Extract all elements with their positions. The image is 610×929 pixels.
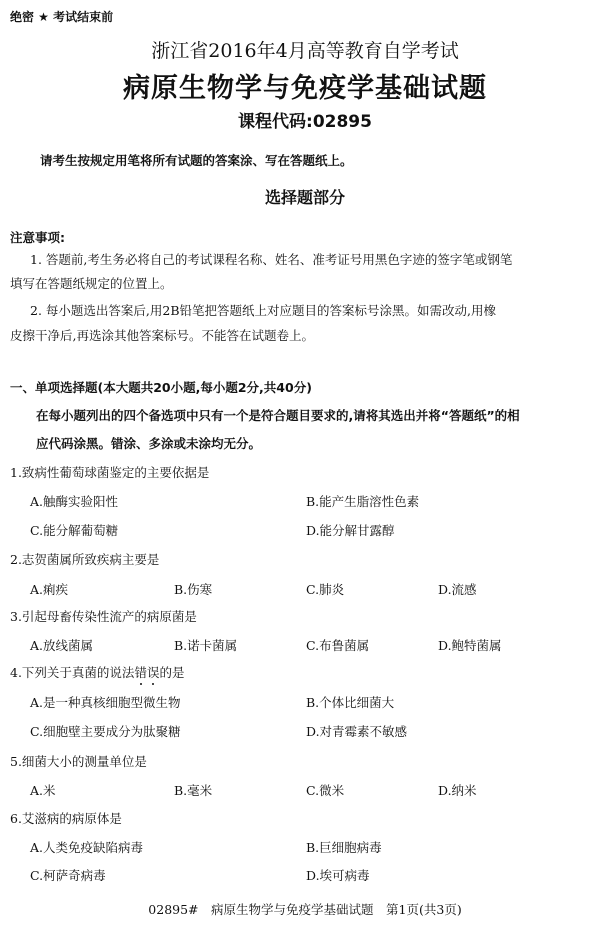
part1-desc-line-2: 应代码涂黑。错涂、多涂或未涂均无分。 xyxy=(36,436,262,451)
note-item-1-line-2: 填写在答题纸规定的位置上。 xyxy=(10,276,173,291)
question-2-option-d: D.流感 xyxy=(438,582,477,597)
part1-desc-line-1: 在每小题列出的四个备选项中只有一个是符合题目要求的,请将其选出并将“答题纸”的相 xyxy=(36,408,520,423)
emphasis-dot-char: 误 xyxy=(146,665,160,680)
question-6-option-c: C.柯萨奇病毒 xyxy=(30,868,106,883)
question-4-option-a: A.是一种真核细胞型微生物 xyxy=(30,695,181,710)
question-2-option-a: A.痢疾 xyxy=(30,582,69,597)
question-3-option-b: B.诺卡菌属 xyxy=(174,638,238,653)
question-6-option-d: D.埃可病毒 xyxy=(306,868,370,883)
question-1-option-a: A.触酶实验阳性 xyxy=(30,494,119,509)
question-4-stem xyxy=(10,663,184,681)
question-4-stem-post: 的是 xyxy=(159,665,185,680)
question-2-stem: 2.志贺菌属所致疾病主要是 xyxy=(10,552,160,567)
question-4-option-d: D.对青霉素不敏感 xyxy=(306,724,408,739)
question-6-stem: 6.艾滋病的病原体是 xyxy=(10,811,122,826)
question-5-option-a: A.米 xyxy=(30,783,56,798)
question-3-option-d: D.鲍特菌属 xyxy=(438,638,502,653)
question-4-stem-pre: 4.下列关于真菌的说法 xyxy=(10,665,135,680)
confidential-note: 绝密 ★ 考试结束前 xyxy=(10,10,114,24)
note-item-2-line-1: 2. 每小题选出答案后,用2B铅笔把答题纸上对应题目的答案标号涂黑。如需改动,用橡 xyxy=(30,303,496,318)
question-5-option-b: B.毫米 xyxy=(174,783,213,798)
section-title: 选择题部分 xyxy=(264,188,345,207)
question-3-stem: 3.引起母畜传染性流产的病原菌是 xyxy=(10,609,197,624)
note-item-2-line-2: 皮擦干净后,再选涂其他答案标号。不能答在试题卷上。 xyxy=(10,328,314,343)
question-5-stem: 5.细菌大小的测量单位是 xyxy=(10,754,147,769)
question-3-option-a: A.放线菌属 xyxy=(30,638,94,653)
notes-title: 注意事项: xyxy=(10,230,65,245)
question-5-option-c: C.微米 xyxy=(306,783,345,798)
question-1-option-c: C.能分解葡萄糖 xyxy=(30,523,119,538)
question-2-option-c: C.肺炎 xyxy=(306,582,345,597)
note-item-1-line-1: 1. 答题前,考生务必将自己的考试课程名称、姓名、准考证号用黑色字迹的签字笔或钢笔 xyxy=(30,252,513,267)
question-4-option-b: B.个体比细菌大 xyxy=(306,695,395,710)
part1-heading: 一、单项选择题(本大题共20小题,每小题2分,共40分) xyxy=(10,380,312,395)
question-1-stem: 1.致病性葡萄球菌鉴定的主要依据是 xyxy=(10,465,210,480)
question-6-option-b: B.巨细胞病毒 xyxy=(306,840,382,855)
question-1-option-b: B.能产生脂溶性色素 xyxy=(306,494,420,509)
question-4-option-c: C.细胞壁主要成分为肽聚糖 xyxy=(30,724,181,739)
question-6-option-a: A.人类免疫缺陷病毒 xyxy=(30,840,144,855)
question-2-option-b: B.伤寒 xyxy=(174,582,213,597)
question-5-option-d: D.纳米 xyxy=(438,783,477,798)
course-code: 课程代码:02895 xyxy=(238,112,372,132)
instruction: 请考生按规定用笔将所有试题的答案涂、写在答题纸上。 xyxy=(40,153,353,168)
exam-title: 浙江省2016年4月高等教育自学考试 xyxy=(151,40,459,62)
page-footer: 02895# 病原生物学与免疫学基础试题 第1页(共3页) xyxy=(148,902,462,917)
emphasis-dot-char: 错 xyxy=(134,665,147,680)
question-3-option-c: C.布鲁菌属 xyxy=(306,638,370,653)
question-1-option-d: D.能分解甘露醇 xyxy=(306,523,395,538)
subject-title: 病原生物学与免疫学基础试题 xyxy=(123,73,487,104)
